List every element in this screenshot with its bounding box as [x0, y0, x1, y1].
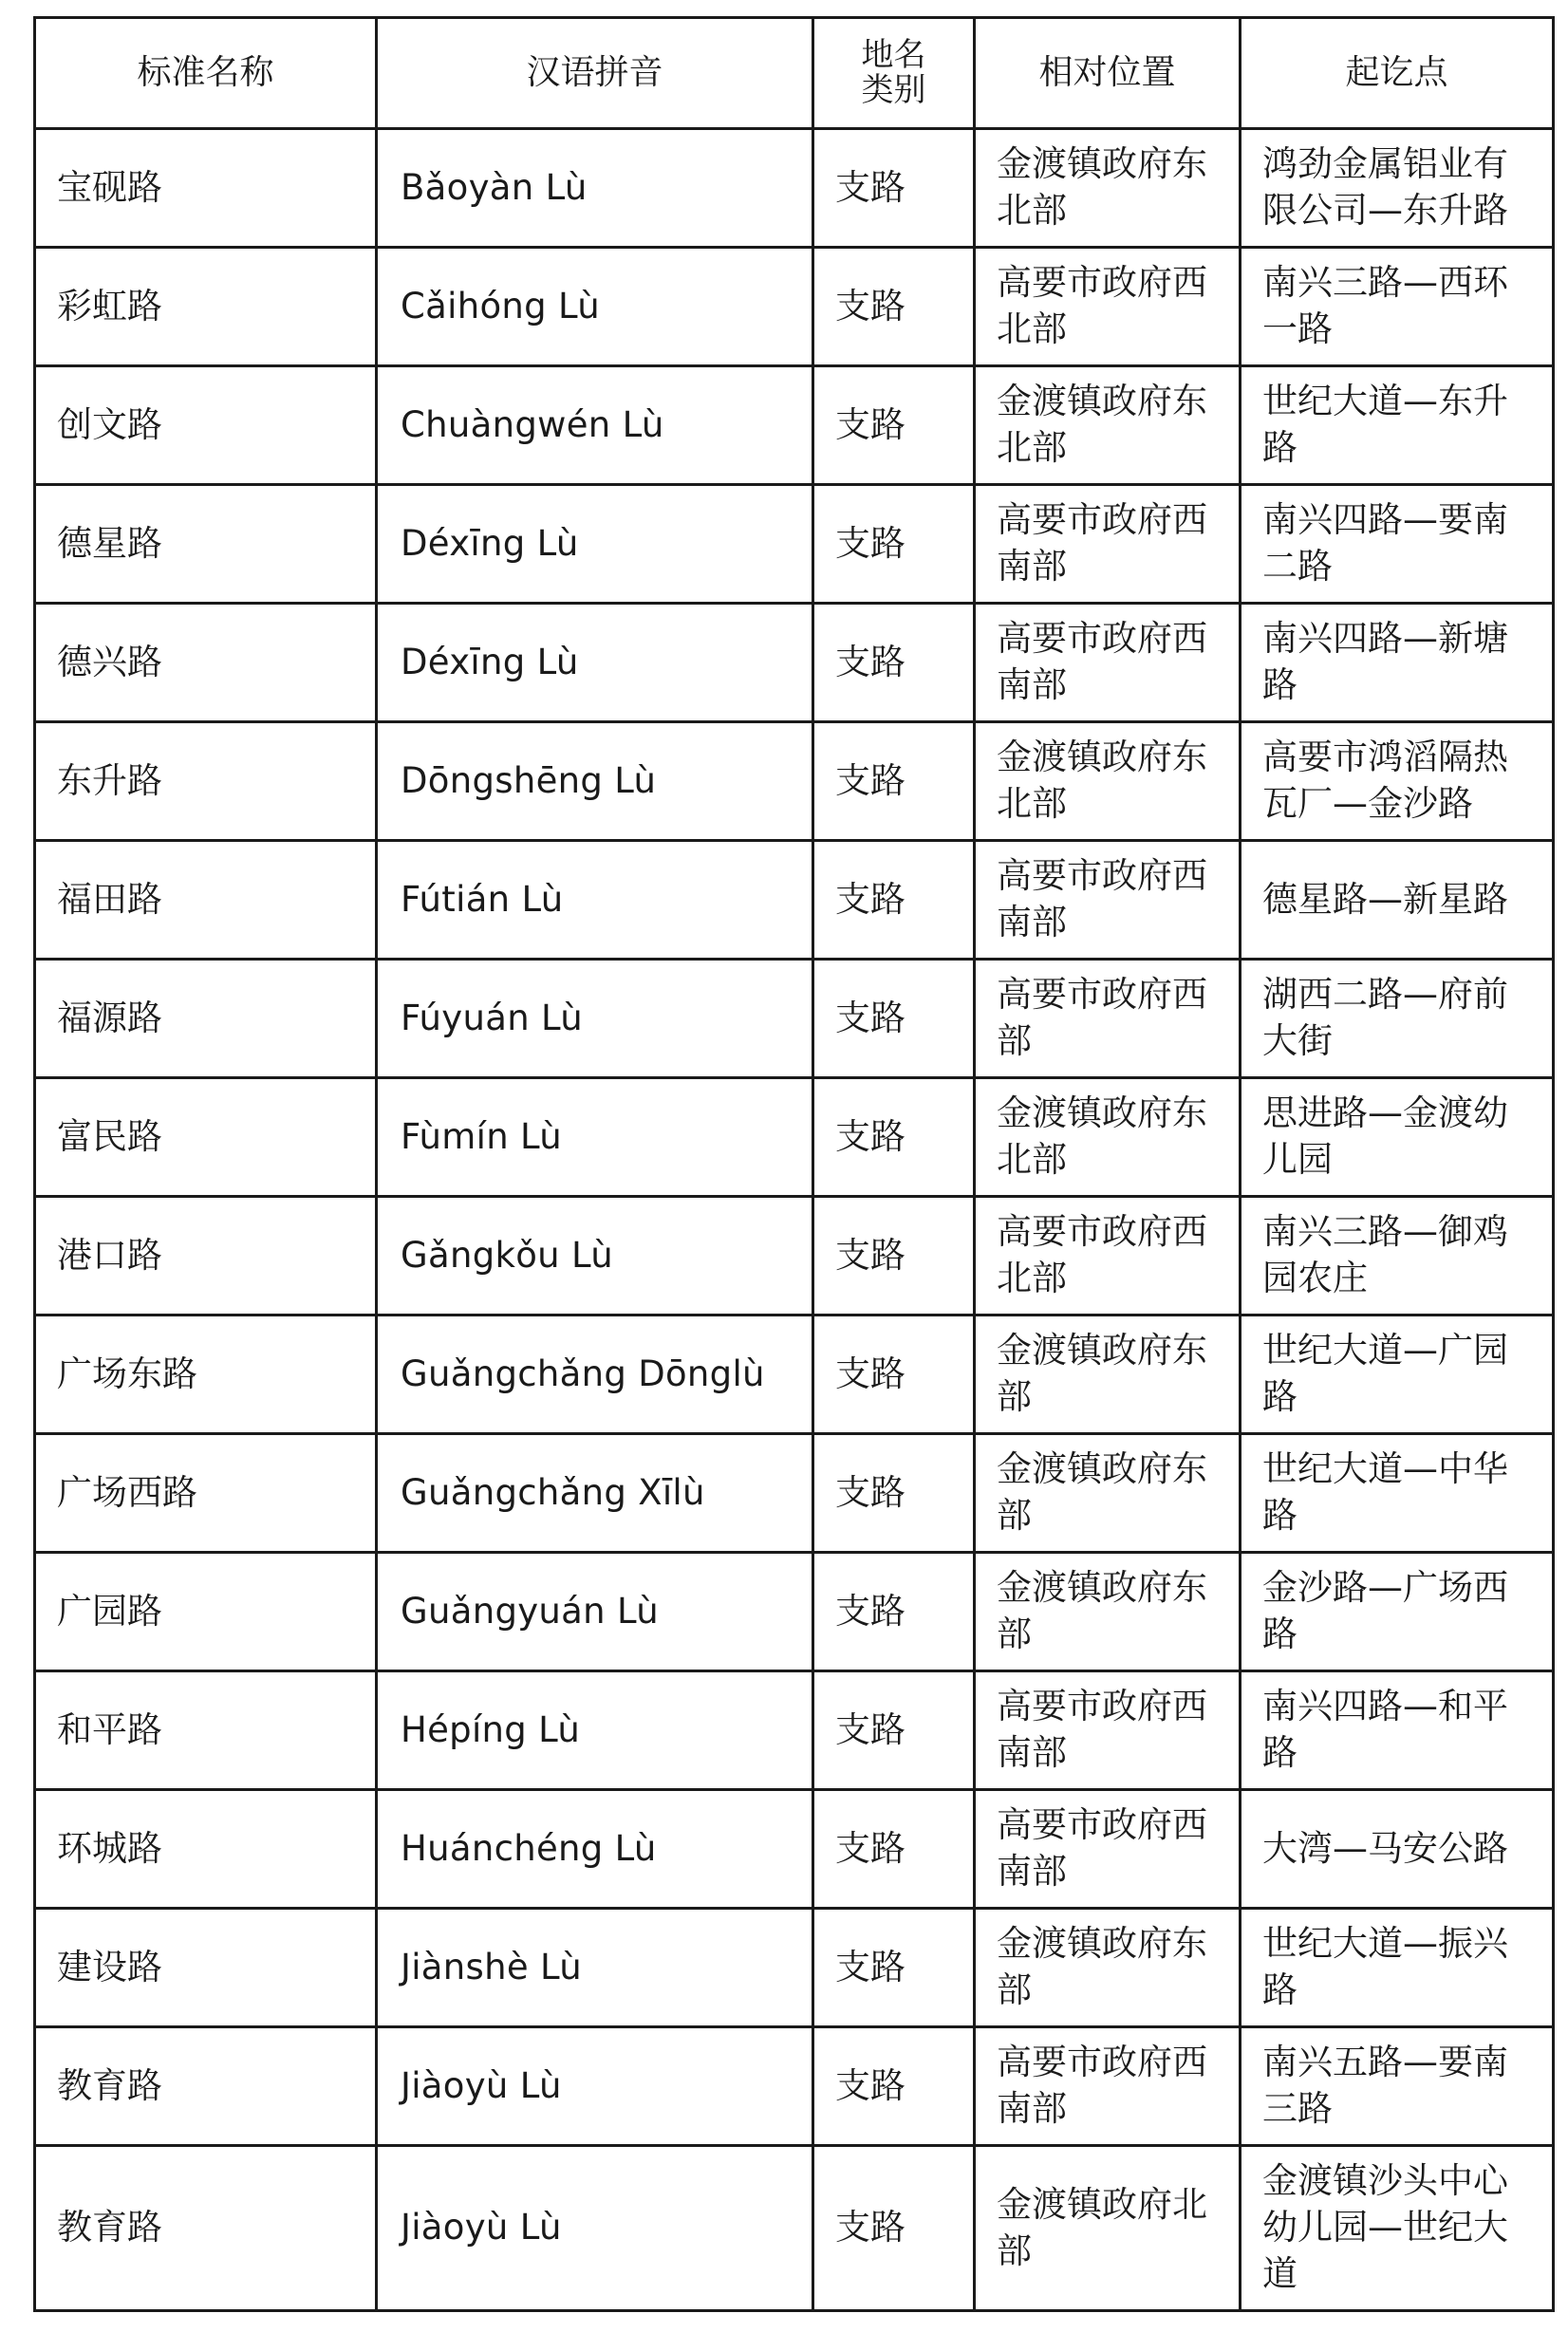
cell-name: 和平路 [35, 1671, 377, 1790]
cell-type: 支路 [813, 366, 975, 485]
cell-type: 支路 [813, 248, 975, 366]
table-row [35, 960, 1554, 1078]
cell-position: 金渡镇政府东北部 [975, 1078, 1241, 1197]
cell-pinyin: Bǎoyàn Lù [377, 129, 813, 248]
cell-name: 宝砚路 [35, 129, 377, 248]
cell-type: 支路 [813, 2027, 975, 2146]
cell-position: 金渡镇政府东部 [975, 1315, 1241, 1434]
cell-type: 支路 [813, 1434, 975, 1553]
cell-position: 高要市政府西南部 [975, 604, 1241, 722]
header-row [35, 18, 1554, 129]
cell-pinyin: Hépíng Lù [377, 1671, 813, 1790]
cell-position: 金渡镇政府东北部 [975, 722, 1241, 841]
table-row [35, 485, 1554, 604]
cell-range: 南兴三路—御鸡园农庄 [1241, 1197, 1554, 1315]
cell-type: 支路 [813, 960, 975, 1078]
cell-pinyin: Gǎngkǒu Lù [377, 1197, 813, 1315]
cell-name: 富民路 [35, 1078, 377, 1197]
table-row [35, 841, 1554, 960]
cell-position: 高要市政府西南部 [975, 2027, 1241, 2146]
cell-name: 德兴路 [35, 604, 377, 722]
table-row [35, 1434, 1554, 1553]
cell-position: 金渡镇政府东北部 [975, 366, 1241, 485]
cell-pinyin: Déxīng Lù [377, 604, 813, 722]
cell-pinyin: Huánchéng Lù [377, 1790, 813, 1909]
table-row [35, 2146, 1554, 2311]
cell-pinyin: Jiànshè Lù [377, 1909, 813, 2027]
cell-range: 南兴三路—西环一路 [1241, 248, 1554, 366]
cell-pinyin: Jiàoyù Lù [377, 2027, 813, 2146]
cell-range: 世纪大道—振兴路 [1241, 1909, 1554, 2027]
cell-pinyin: Cǎihóng Lù [377, 248, 813, 366]
cell-range: 世纪大道—广园路 [1241, 1315, 1554, 1434]
cell-range: 南兴四路—和平路 [1241, 1671, 1554, 1790]
cell-name: 德星路 [35, 485, 377, 604]
cell-name: 彩虹路 [35, 248, 377, 366]
cell-pinyin: Fùmín Lù [377, 1078, 813, 1197]
table-row [35, 722, 1554, 841]
cell-range: 南兴四路—要南二路 [1241, 485, 1554, 604]
cell-type: 支路 [813, 129, 975, 248]
table-header [35, 18, 1554, 129]
place-name-table [33, 16, 1555, 2312]
cell-name: 教育路 [35, 2027, 377, 2146]
table-row [35, 1197, 1554, 1315]
cell-name: 环城路 [35, 1790, 377, 1909]
cell-type: 支路 [813, 2146, 975, 2311]
cell-position: 金渡镇政府北部 [975, 2146, 1241, 2311]
cell-name: 创文路 [35, 366, 377, 485]
table-row [35, 604, 1554, 722]
table-row [35, 366, 1554, 485]
cell-name: 港口路 [35, 1197, 377, 1315]
table-row [35, 248, 1554, 366]
cell-type: 支路 [813, 604, 975, 722]
cell-name: 广园路 [35, 1553, 377, 1671]
cell-pinyin: Déxīng Lù [377, 485, 813, 604]
header-relative-position: 相对位置 [975, 18, 1241, 129]
cell-pinyin: Guǎngyuán Lù [377, 1553, 813, 1671]
cell-name: 福田路 [35, 841, 377, 960]
cell-position: 金渡镇政府东部 [975, 1434, 1241, 1553]
cell-type: 支路 [813, 722, 975, 841]
cell-pinyin: Guǎngchǎng Dōnglù [377, 1315, 813, 1434]
cell-range: 金渡镇沙头中心幼儿园—世纪大道 [1241, 2146, 1554, 2311]
cell-range: 德星路—新星路 [1241, 841, 1554, 960]
cell-position: 高要市政府西北部 [975, 248, 1241, 366]
cell-range: 鸿劲金属铝业有限公司—东升路 [1241, 129, 1554, 248]
cell-pinyin: Fútián Lù [377, 841, 813, 960]
table-row [35, 1790, 1554, 1909]
cell-type: 支路 [813, 485, 975, 604]
cell-position: 高要市政府西部 [975, 960, 1241, 1078]
cell-range: 金沙路—广场西路 [1241, 1553, 1554, 1671]
cell-position: 金渡镇政府东部 [975, 1553, 1241, 1671]
cell-name: 广场东路 [35, 1315, 377, 1434]
cell-position: 高要市政府西北部 [975, 1197, 1241, 1315]
cell-type: 支路 [813, 1553, 975, 1671]
cell-type: 支路 [813, 1315, 975, 1434]
cell-type: 支路 [813, 1790, 975, 1909]
cell-pinyin: Chuàngwén Lù [377, 366, 813, 485]
cell-pinyin: Guǎngchǎng Xīlù [377, 1434, 813, 1553]
cell-type: 支路 [813, 1197, 975, 1315]
table-row [35, 1671, 1554, 1790]
cell-range: 思进路—金渡幼儿园 [1241, 1078, 1554, 1197]
table-row [35, 1078, 1554, 1197]
cell-position: 金渡镇政府东部 [975, 1909, 1241, 2027]
cell-position: 金渡镇政府东北部 [975, 129, 1241, 248]
table-row [35, 1909, 1554, 2027]
table-body [35, 129, 1554, 2311]
cell-type: 支路 [813, 1909, 975, 2027]
cell-name: 福源路 [35, 960, 377, 1078]
header-start-end-points: 起讫点 [1241, 18, 1554, 129]
cell-pinyin: Fúyuán Lù [377, 960, 813, 1078]
header-place-type: 地名 类别 [813, 18, 975, 129]
cell-pinyin: Dōngshēng Lù [377, 722, 813, 841]
place-name-table-container [33, 16, 1552, 2312]
table-row [35, 2027, 1554, 2146]
cell-type: 支路 [813, 841, 975, 960]
cell-position: 高要市政府西南部 [975, 1790, 1241, 1909]
cell-position: 高要市政府西南部 [975, 485, 1241, 604]
cell-type: 支路 [813, 1671, 975, 1790]
cell-name: 建设路 [35, 1909, 377, 2027]
cell-range: 大湾—马安公路 [1241, 1790, 1554, 1909]
cell-range: 南兴四路—新塘路 [1241, 604, 1554, 722]
cell-position: 高要市政府西南部 [975, 1671, 1241, 1790]
cell-range: 湖西二路—府前大街 [1241, 960, 1554, 1078]
table-row [35, 129, 1554, 248]
cell-name: 教育路 [35, 2146, 377, 2311]
cell-type: 支路 [813, 1078, 975, 1197]
cell-range: 高要市鸿滔隔热瓦厂—金沙路 [1241, 722, 1554, 841]
cell-range: 世纪大道—中华路 [1241, 1434, 1554, 1553]
cell-range: 世纪大道—东升路 [1241, 366, 1554, 485]
table-row [35, 1315, 1554, 1434]
cell-position: 高要市政府西南部 [975, 841, 1241, 960]
header-standard-name: 标准名称 [35, 18, 377, 129]
header-pinyin: 汉语拼音 [377, 18, 813, 129]
table-row [35, 1553, 1554, 1671]
cell-name: 广场西路 [35, 1434, 377, 1553]
cell-pinyin: Jiàoyù Lù [377, 2146, 813, 2311]
cell-range: 南兴五路—要南三路 [1241, 2027, 1554, 2146]
cell-name: 东升路 [35, 722, 377, 841]
